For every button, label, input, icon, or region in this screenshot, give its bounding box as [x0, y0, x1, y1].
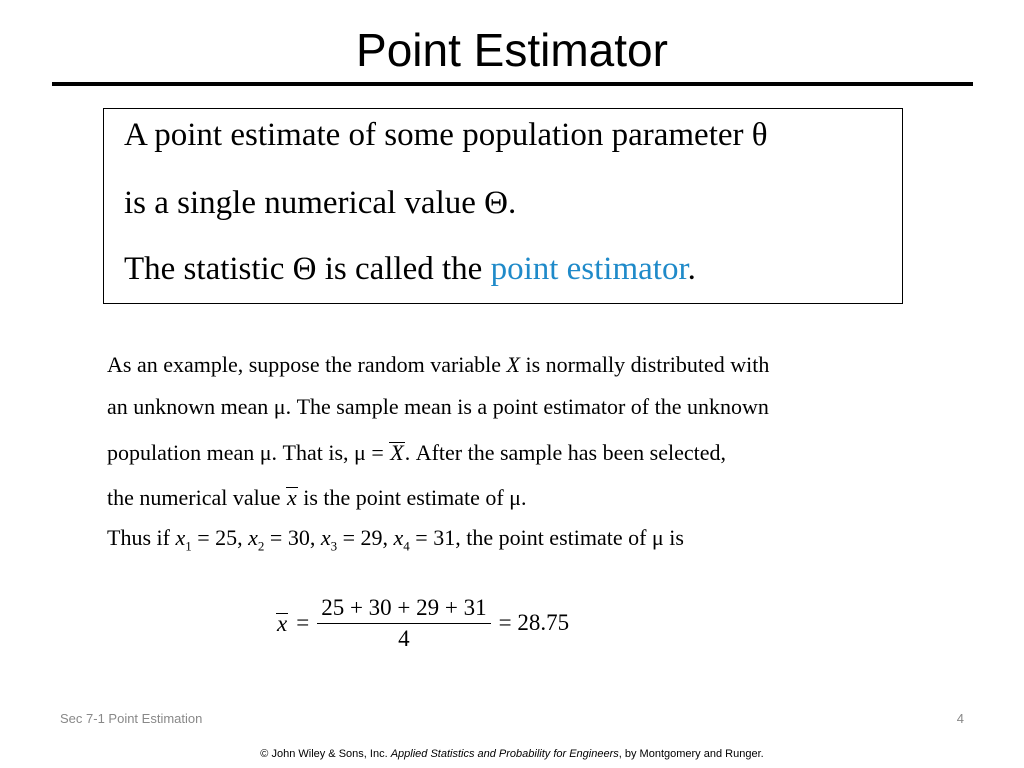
example-line-3	[107, 440, 726, 466]
example-line-2: an unknown mean μ. The sample mean is a point estimator of the unknown	[107, 394, 769, 419]
observation-x4: x	[393, 525, 404, 550]
observation-value: = 29,	[337, 525, 394, 550]
formula-equals: =	[296, 610, 310, 635]
subscript: 2	[257, 538, 265, 554]
example-line-4	[107, 485, 526, 511]
definition-line-2: is a single numerical value Θ.	[124, 185, 517, 221]
title-divider	[52, 82, 973, 86]
example-line-1	[107, 352, 769, 378]
definition-box	[103, 108, 903, 304]
observation-x1: x	[175, 525, 186, 550]
subscript: 3	[330, 538, 338, 554]
formula-numerator: 25 + 30 + 29 + 31	[317, 595, 490, 624]
example-text: . After the sample has been selected,	[404, 440, 726, 465]
example-text: Thus if	[107, 525, 176, 550]
subscript: 4	[403, 538, 410, 554]
copyright-notice	[0, 748, 1024, 760]
sample-mean-symbol: X	[390, 440, 404, 465]
point-estimator-term: point estimator	[490, 251, 688, 287]
formula-denominator: 4	[398, 625, 410, 651]
variable-x: X	[506, 352, 520, 377]
definition-line-3-suffix: .	[687, 251, 696, 287]
sample-mean-formula	[276, 590, 569, 656]
example-text: As an example, suppose the random variable	[107, 352, 507, 377]
example-text: is normally distributed with	[520, 352, 770, 377]
subscript: 1	[185, 538, 192, 554]
example-text: population mean μ. That is, μ =	[107, 440, 390, 465]
book-title: Applied Statistics and Probability for Engineers	[390, 748, 619, 760]
observation-value: = 31,	[409, 525, 461, 550]
footer-section: Sec 7-1 Point Estimation	[60, 711, 203, 726]
slide-title: Point Estimator	[356, 24, 668, 76]
observation-value: = 25,	[191, 525, 249, 550]
definition-line-3-prefix: The statistic Θ is called the	[124, 251, 491, 287]
copyright-prefix: © John Wiley & Sons, Inc.	[260, 748, 391, 760]
example-text: the numerical value	[107, 485, 286, 510]
example-text: is the point estimate of μ.	[297, 485, 527, 510]
copyright-suffix: , by Montgomery and Runger.	[618, 748, 764, 760]
observation-x3: x	[320, 525, 331, 550]
sample-mean-value-symbol: x	[286, 485, 297, 510]
definition-line-3	[124, 251, 696, 288]
example-line-5	[107, 525, 684, 554]
observation-x2: x	[248, 525, 258, 550]
formula-fraction	[317, 595, 490, 652]
formula-result: = 28.75	[498, 610, 570, 635]
example-text: the point estimate of μ is	[460, 525, 684, 550]
formula-lhs: x	[277, 610, 288, 636]
definition-line-1: A point estimate of some population parameter θ	[124, 117, 768, 153]
observation-value: = 30,	[264, 525, 321, 550]
page-number: 4	[956, 711, 964, 726]
